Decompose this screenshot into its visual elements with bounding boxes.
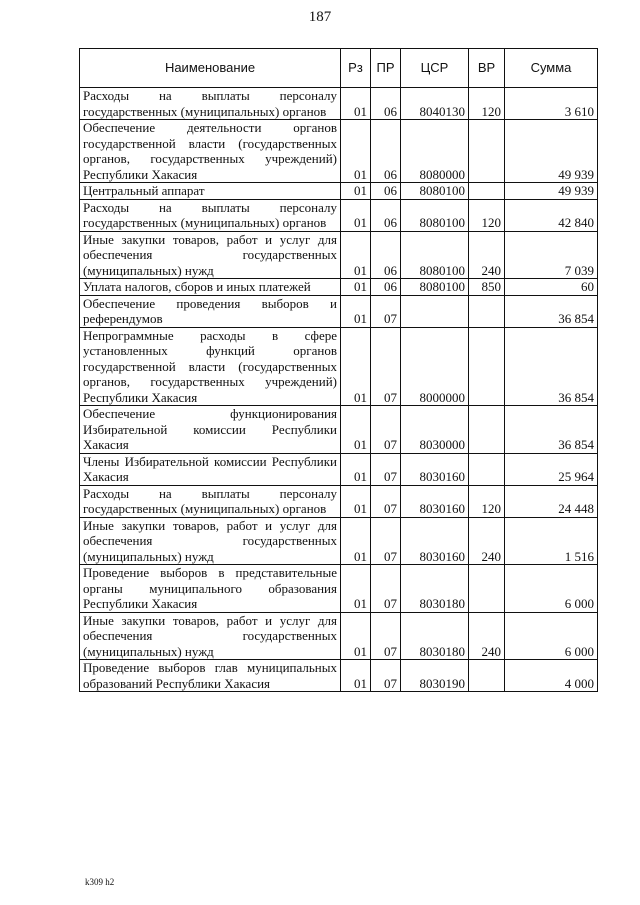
cell-name: Члены Избирательной комиссии Республики Хакасия — [80, 453, 341, 485]
cell-rz: 01 — [341, 120, 371, 183]
cell-csr: 8030180 — [401, 565, 469, 613]
cell-csr: 8030000 — [401, 406, 469, 454]
cell-csr — [401, 295, 469, 327]
header-csr: ЦСР — [401, 49, 469, 88]
cell-csr: 8080100 — [401, 199, 469, 231]
cell-csr: 8030190 — [401, 660, 469, 692]
cell-rz: 01 — [341, 88, 371, 120]
cell-pr: 06 — [371, 231, 401, 279]
cell-pr: 07 — [371, 660, 401, 692]
cell-pr: 06 — [371, 199, 401, 231]
cell-sum: 6 000 — [505, 565, 598, 613]
cell-rz: 01 — [341, 231, 371, 279]
cell-rz: 01 — [341, 406, 371, 454]
cell-csr: 8030160 — [401, 485, 469, 517]
table-row — [80, 183, 598, 200]
table-row — [80, 453, 598, 485]
cell-sum: 7 039 — [505, 231, 598, 279]
table-row — [80, 485, 598, 517]
cell-pr: 06 — [371, 183, 401, 200]
cell-csr: 8080000 — [401, 120, 469, 183]
cell-sum: 36 854 — [505, 327, 598, 406]
table-row — [80, 327, 598, 406]
cell-csr: 8080100 — [401, 279, 469, 296]
cell-csr: 8040130 — [401, 88, 469, 120]
cell-vr: 240 — [469, 231, 505, 279]
cell-name: Иные закупки товаров, работ и услуг для обеспечения государственных (муниципальных) нужд — [80, 231, 341, 279]
budget-table — [79, 48, 598, 692]
cell-vr: 240 — [469, 517, 505, 565]
cell-sum: 36 854 — [505, 295, 598, 327]
table-row — [80, 199, 598, 231]
cell-pr: 06 — [371, 88, 401, 120]
cell-pr: 07 — [371, 453, 401, 485]
cell-rz: 01 — [341, 183, 371, 200]
cell-vr: 120 — [469, 199, 505, 231]
cell-vr — [469, 295, 505, 327]
cell-rz: 01 — [341, 517, 371, 565]
cell-pr: 06 — [371, 120, 401, 183]
cell-name: Обеспечение функционирования Избирательной комиссии Республики Хакасия — [80, 406, 341, 454]
cell-csr: 8030160 — [401, 453, 469, 485]
table-row — [80, 517, 598, 565]
table-row — [80, 295, 598, 327]
cell-rz: 01 — [341, 565, 371, 613]
table-row — [80, 612, 598, 660]
cell-vr — [469, 660, 505, 692]
cell-rz: 01 — [341, 295, 371, 327]
cell-sum: 49 939 — [505, 183, 598, 200]
cell-pr: 07 — [371, 295, 401, 327]
cell-sum: 24 448 — [505, 485, 598, 517]
cell-rz: 01 — [341, 660, 371, 692]
table-row — [80, 88, 598, 120]
table-row — [80, 120, 598, 183]
footer-code: k309 h2 — [85, 877, 115, 887]
cell-vr — [469, 183, 505, 200]
cell-sum: 25 964 — [505, 453, 598, 485]
cell-name: Расходы на выплаты персоналу государственных (муниципальных) органов — [80, 485, 341, 517]
cell-vr: 240 — [469, 612, 505, 660]
cell-csr: 8030180 — [401, 612, 469, 660]
cell-sum: 3 610 — [505, 88, 598, 120]
cell-sum: 42 840 — [505, 199, 598, 231]
table-row — [80, 406, 598, 454]
table-header-row — [80, 49, 598, 88]
cell-vr — [469, 565, 505, 613]
cell-rz: 01 — [341, 279, 371, 296]
cell-vr — [469, 406, 505, 454]
header-sum: Сумма — [505, 49, 598, 88]
cell-name: Обеспечение проведения выборов и референдумов — [80, 295, 341, 327]
cell-vr: 850 — [469, 279, 505, 296]
page-number: 187 — [308, 9, 332, 25]
cell-name: Расходы на выплаты персоналу государственных (муниципальных) органов — [80, 88, 341, 120]
cell-rz: 01 — [341, 612, 371, 660]
cell-pr: 07 — [371, 406, 401, 454]
cell-pr: 06 — [371, 279, 401, 296]
cell-name: Расходы на выплаты персоналу государственных (муниципальных) органов — [80, 199, 341, 231]
cell-pr: 07 — [371, 485, 401, 517]
table-row — [80, 279, 598, 296]
cell-pr: 07 — [371, 612, 401, 660]
cell-name: Иные закупки товаров, работ и услуг для обеспечения государственных (муниципальных) нужд — [80, 612, 341, 660]
header-vr: ВР — [469, 49, 505, 88]
header-pr: ПР — [371, 49, 401, 88]
cell-name: Проведение выборов глав муниципальных образований Республики Хакасия — [80, 660, 341, 692]
cell-csr: 8080100 — [401, 183, 469, 200]
table-row — [80, 660, 598, 692]
cell-name: Непрограммные расходы в сфере установленных функций органов государственной власти (государственных органов, государственных учреждений) Республики Хакасия — [80, 327, 341, 406]
cell-csr: 8000000 — [401, 327, 469, 406]
cell-name: Центральный аппарат — [80, 183, 341, 200]
cell-name: Уплата налогов, сборов и иных платежей — [80, 279, 341, 296]
cell-pr: 07 — [371, 565, 401, 613]
cell-csr: 8030160 — [401, 517, 469, 565]
table-row — [80, 231, 598, 279]
cell-vr: 120 — [469, 485, 505, 517]
cell-name: Проведение выборов в представительные органы муниципального образования Республики Хакасия — [80, 565, 341, 613]
cell-sum: 4 000 — [505, 660, 598, 692]
cell-name: Обеспечение деятельности органов государственной власти (государственных органов, государственных учреждений) Республики Хакасия — [80, 120, 341, 183]
cell-sum: 1 516 — [505, 517, 598, 565]
cell-rz: 01 — [341, 327, 371, 406]
table-row — [80, 565, 598, 613]
cell-csr: 8080100 — [401, 231, 469, 279]
cell-vr: 120 — [469, 88, 505, 120]
cell-rz: 01 — [341, 199, 371, 231]
cell-rz: 01 — [341, 453, 371, 485]
cell-name: Иные закупки товаров, работ и услуг для обеспечения государственных (муниципальных) нужд — [80, 517, 341, 565]
cell-pr: 07 — [371, 327, 401, 406]
header-rz: Рз — [341, 49, 371, 88]
cell-vr — [469, 120, 505, 183]
cell-sum: 6 000 — [505, 612, 598, 660]
cell-sum: 36 854 — [505, 406, 598, 454]
cell-sum: 49 939 — [505, 120, 598, 183]
cell-rz: 01 — [341, 485, 371, 517]
header-name: Наименование — [80, 49, 341, 88]
cell-vr — [469, 453, 505, 485]
cell-vr — [469, 327, 505, 406]
cell-pr: 07 — [371, 517, 401, 565]
cell-sum: 60 — [505, 279, 598, 296]
